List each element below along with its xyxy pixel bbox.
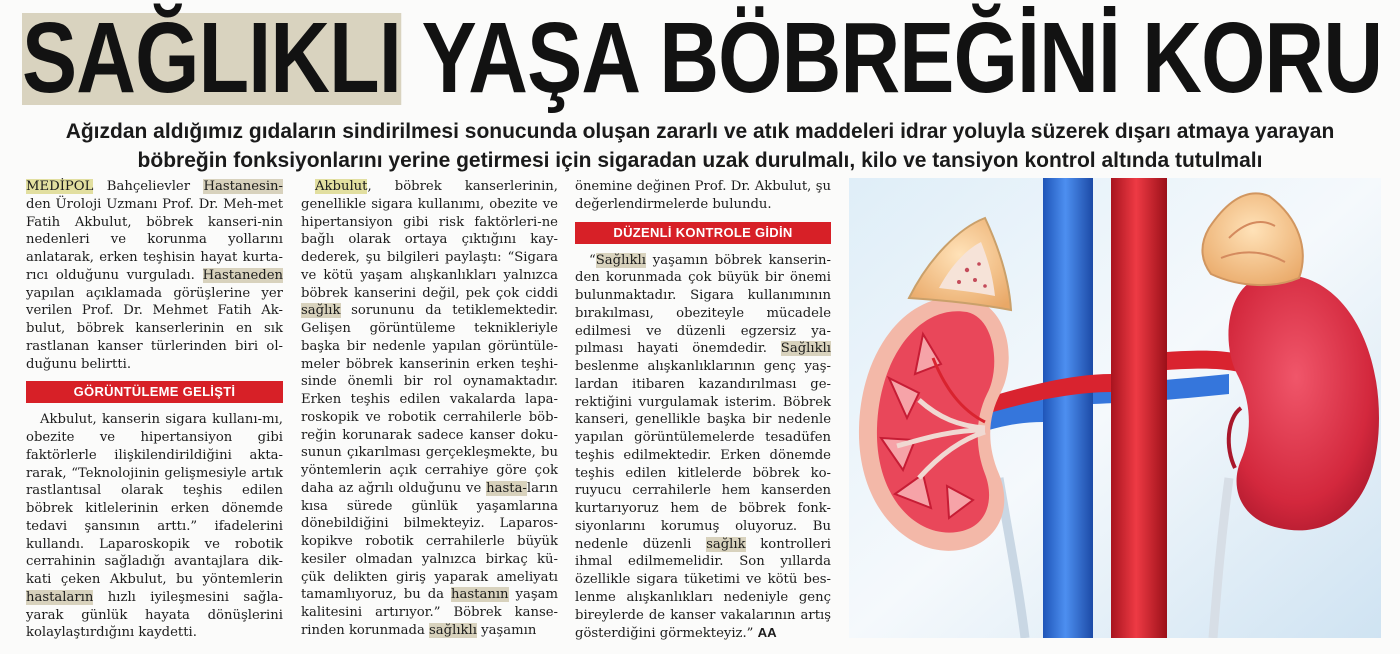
paragraph-continuation: önemine değinen Prof. Dr. Akbulut, şu değerlendirmelerde bulundu. — [575, 179, 831, 212]
headline — [22, 2, 1383, 114]
subhead-regular-checkups: DÜZENLİ KONTROLE GİDİN — [575, 222, 831, 244]
text-span: yaşam kalitesini artırıyor.” Böbrek kanse-rinden korunmada — [301, 587, 558, 638]
text-span: sorununu da tetiklemektedir. Gelişen görüntüleme teknikleriyle başka bir nedenle yapılan görüntüle-meler böbrek kanserinin erken teşhi-sinde önemli bir rol oynamaktadır. Erken teşhis edilen vakalarda lapa-roskopik ve robotik cerrahilerle böb-reğin korunarak sadece kanser doku-sunun çıkarılması gerçekleşmekte, bu yöntemlerin açık cerrahiye göre çok daha az ağrılı olduğunu ve — [301, 303, 558, 496]
highlighted-term: hastaların — [26, 589, 94, 605]
highlighted-term: Akbulut — [315, 179, 368, 194]
highlighted-term: sağlık — [706, 536, 746, 552]
highlighted-term: sağlık — [301, 303, 341, 319]
text-span: ların kısa sürede günlük yaşamlarına dönebildiğini bilmekteyiz. Laparos-kopikve robotik cerrahilerle büyük kesiler olmadan yalnızca birkaç kü-çük delikten giriş yaparak ameliyatı tamamlıyoruz, bu da — [301, 480, 558, 603]
headline-highlighted-word: SAĞLIKLI — [22, 2, 401, 114]
paragraph-checkups — [575, 252, 831, 644]
article-column-2 — [301, 178, 558, 640]
text-span: den Üroloji Uzmanı Prof. Dr. Meh-met Fatih Akbulut, böbrek kanseri-nin nedenleri ve korunma yollarını anlatarak, erken teşhisin hayat kurta-rıcı olduğunu vurguladı. — [26, 196, 283, 283]
highlighted-term: hasta- — [486, 480, 527, 496]
article-column-1 — [26, 178, 283, 642]
paragraph-imaging — [26, 411, 283, 642]
deck-line-2: böbreğin fonksiyonlarını yerine getirmesi için sigaradan uzak durulmalı, kilo ve tansiyon kontrol altında tutulmalı — [137, 149, 1263, 172]
highlighted-term: hastanın — [451, 587, 509, 603]
kidney-icon — [849, 178, 1381, 638]
highlighted-term: Hastaneden — [202, 267, 283, 283]
text-span: Bahçelievler — [93, 179, 204, 194]
highlighted-term: Sağlıklı — [595, 252, 646, 268]
text-span: , böbrek kanserlerinin, genellikle sigara kullanımı, obezite ve hipertansiyon gibi risk faktörleri-ne bağlı olarak ortaya çıktığını kay-dederek, şu bilgileri paylaştı: “Sigara ve kötü yaşam alışkanlıkları yalnızca böbrek kanserini değil, pek çok ciddi — [301, 179, 558, 301]
text-span: yaşamın — [476, 622, 537, 638]
highlighted-term: MEDİPOL — [26, 179, 94, 194]
text-span: kontrolleri ihmal edilmemelidir. Son yıllarda özellikle sigara tüketimi ve kötü bes-lenme alışkanlıkları nedeniyle genç bireylerde de kanser vakalarının artış gösterdiğini görmekteyiz.” — [575, 536, 832, 642]
paragraph-intro — [26, 178, 283, 373]
text-span: yapılan açıklamada görüşlerine yer verilen Prof. Dr. Mehmet Fatih Ak-bulut, böbrek kanserlerinin en sık rastlanan kanser türlerinden biri ol-duğunu belirtti. — [26, 285, 283, 372]
subhead-imaging: GÖRÜNTÜLEME GELİŞTİ — [26, 381, 283, 403]
text-span: yaşamın böbrek kanserin-den korunmada çok büyük bir önemi bulunmaktadır. Sigara kullanımının bırakılması, obeziteyle mücadele edilmesi ve düzenli egzersiz ya-pılması hayati önemdedir. — [575, 252, 831, 357]
headline-rest: YAŞA BÖBREĞİNİ KORU — [400, 2, 1383, 114]
highlighted-term: Hastanesin- — [203, 179, 283, 194]
text-span: Akbulut, kanserin sigara kullanı-mı, obezite ve hipertansiyon gibi faktörlerle ilişkilendirildiğini akta-rarak, “Teknolojinin gelişmesiyle artık rastlantısal olarak teşhis edilen böbrek kitlelerinin erken dönemde tedavi şansının arttı.” ifadelerini kullandı. Laparoskopik ve robotik cerrahinin sağladığı avantajlara dik-kati çeken Akbulut, bu yöntemlerin — [26, 412, 283, 587]
paragraph-risk-factors — [301, 178, 558, 640]
agency-signature: AA — [757, 625, 777, 641]
highlighted-term: Sağlıklı — [780, 341, 831, 357]
deck-subtitle — [20, 117, 1380, 175]
text-span: “ — [589, 252, 596, 268]
deck-line-1: Ağızdan aldığımız gıdaların sindirilmesi sonucunda oluşan zararlı ve atık maddeleri idrar yoluyla süzerek dışarı atmaya yarayan — [65, 120, 1335, 143]
kidney-anatomy-illustration — [849, 178, 1381, 638]
highlighted-term: sağlıklı — [429, 622, 477, 638]
article-column-3 — [575, 178, 831, 643]
text-span: hızlı iyileşmesini sağla-yarak günlük hayata dönüşlerini kolaylaştırdığını kaydetti. — [26, 589, 283, 641]
text-span: beslenme alışkanlıklarının genç yaş-lardan itibaren kazandırılması ge-rektiğini vurgulamak isterim. Böbrek kanseri, genellikle başka bir nedenle yapılan görüntülemelerde tesadüfen teşhis edilmektedir. Erken dönemde teşhis edilen kitlelerde böbrek ko-ruyucu cerrahilerle hem kanserden kurtarıyoruz hem de böbrek fonk-siyonlarını korumuş oluyoruz. Bu nedenle düzenli — [575, 359, 831, 552]
